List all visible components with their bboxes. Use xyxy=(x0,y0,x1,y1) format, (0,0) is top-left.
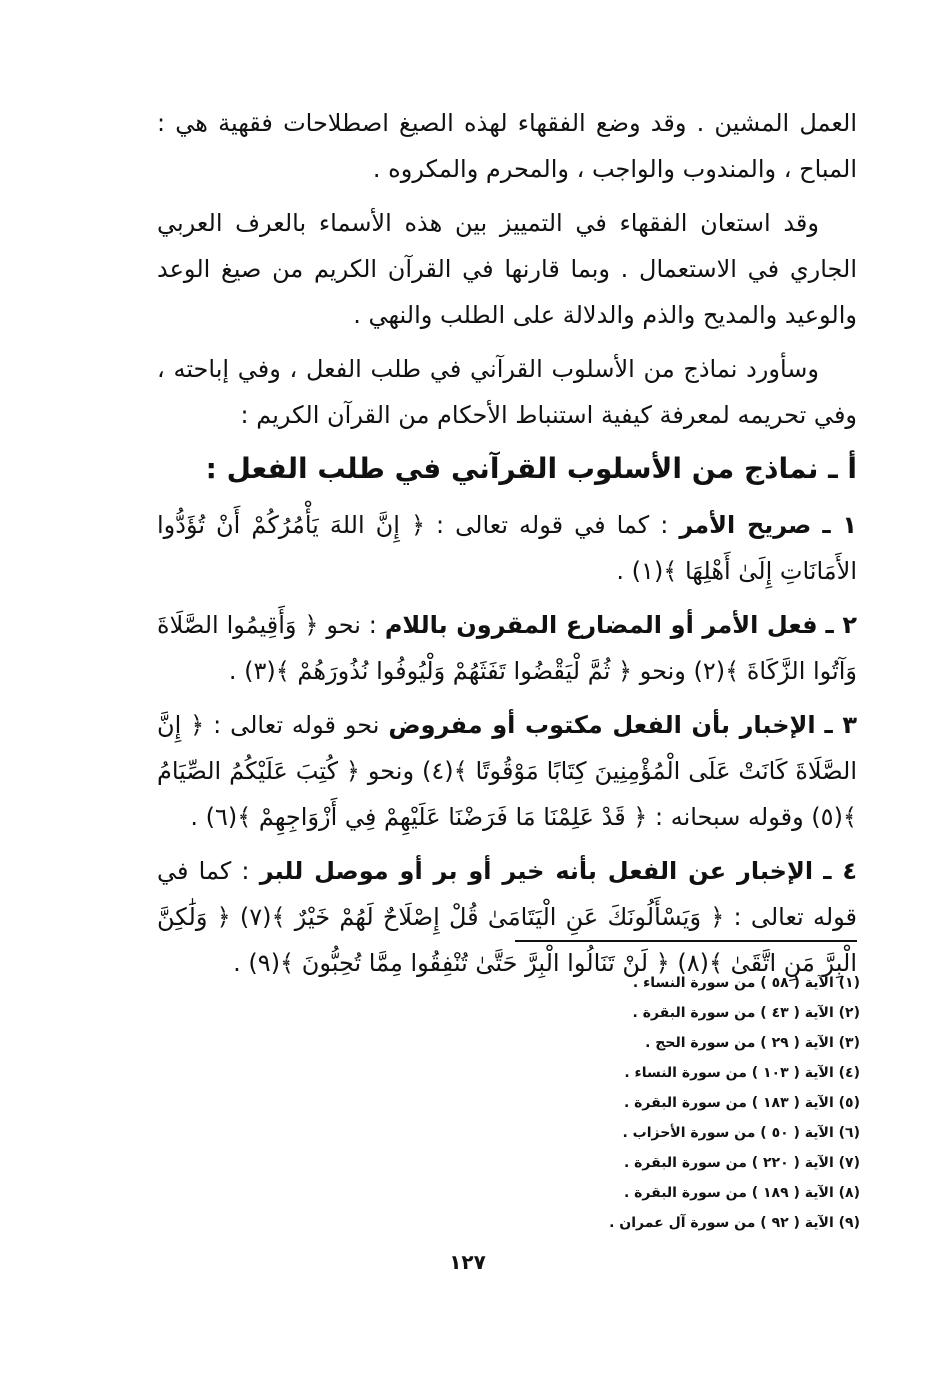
list-item xyxy=(157,848,857,986)
section-heading: أ ـ نماذج من الأسلوب القرآني في طلب الفعل : xyxy=(205,452,857,485)
footnote: (١) الآية ( ٥٨ ) من سورة النساء . xyxy=(632,975,860,991)
page-number: ١٢٧ xyxy=(449,1250,486,1274)
footnote: (٧) الآية ( ٢٢٠ ) من سورة البقرة . xyxy=(623,1155,860,1171)
item-number: ٤ ـ xyxy=(823,857,858,885)
main-text xyxy=(157,100,857,994)
item-text: : نحو ﴿ وَأَقِيمُوا الصَّلَاةَ وَآتُوا الزَّكَاةَ ﴾(٢) ونحو ﴿ ثُمَّ لْيَقْضُوا تَفَثَهُمْ وَلْيُوفُوا نُذُورَهُمْ ﴾(٣) . xyxy=(157,611,857,685)
paragraph-1: العمل المشين . وقد وضع الفقهاء لهذه الصيغ اصطلاحات فقهية هي : المباح ، والمندوب والواجب ، والمحرم والمكروه . xyxy=(157,109,857,183)
item-number: ١ ـ xyxy=(822,511,857,539)
list-item xyxy=(157,702,857,840)
footnote-divider xyxy=(515,940,857,942)
item-text: نحو قوله تعالى : ﴿ إِنَّ الصَّلَاةَ كَانَتْ عَلَى الْمُؤْمِنِينَ كِتَابًا مَوْقُوتًا ﴾(٤) ونحو ﴿ كُتِبَ عَلَيْكُمُ الصِّيَامُ ﴾(٥) وقوله سبحانه : ﴿ قَدْ عَلِمْنَا مَا فَرَضْنَا عَلَيْهِمْ فِي أَزْوَاجِهِمْ ﴾(٦) . xyxy=(157,711,858,831)
footnote: (٦) الآية ( ٥٠ ) من سورة الأحزاب . xyxy=(622,1125,860,1141)
list-item xyxy=(157,502,857,594)
list-item xyxy=(157,602,857,694)
footnote: (٥) الآية ( ١٨٣ ) من سورة البقرة . xyxy=(623,1095,860,1111)
footnote: (٨) الآية ( ١٨٩ ) من سورة البقرة . xyxy=(623,1185,860,1201)
item-heading: فعل الأمر أو المضارع المقرون باللام xyxy=(384,611,818,639)
footnote: (٣) الآية ( ٢٩ ) من سورة الحج . xyxy=(645,1035,860,1051)
item-text: : كما في قوله تعالى : ﴿ وَيَسْأَلُونَكَ عَنِ الْيَتَامَىٰ قُلْ إِصْلَاحٌ لَهُمْ خَيْرٌ ﴾(٧) ﴿ وَلَٰكِنَّ الْبِرَّ مَنِ اتَّقَىٰ ﴾(٨) ﴿ لَنْ تَنَالُوا الْبِرَّ حَتَّىٰ تُنْفِقُوا مِمَّا تُحِبُّونَ ﴾(٩) . xyxy=(157,857,857,977)
footnotes xyxy=(440,968,860,1238)
footnote: (٤) الآية ( ١٠٣ ) من سورة النساء . xyxy=(624,1065,860,1081)
item-text: : كما في قوله تعالى : ﴿ إِنَّ اللهَ يَأْمُرُكُمْ أَنْ تُؤَدُّوا الأَمَانَاتِ إِلَىٰ أَهْلِهَا ﴾(١) . xyxy=(157,511,857,585)
footnote: (٩) الآية ( ٩٢ ) من سورة آل عمران . xyxy=(609,1215,860,1231)
paragraph-2: وقد استعان الفقهاء في التمييز بين هذه الأسماء بالعرف العربي الجاري في الاستعمال . وبما قارنها في القرآن الكريم من صيغ الوعد والوعيد والمديح والذم والدلالة على الطلب والنهي . xyxy=(157,209,857,329)
item-heading: صريح الأمر xyxy=(679,511,812,539)
item-number: ٢ ـ xyxy=(825,611,857,639)
item-number: ٣ ـ xyxy=(824,711,858,739)
item-heading: الإخبار عن الفعل بأنه خير أو بر أو موصل للبر xyxy=(259,857,814,885)
footnote: (٢) الآية ( ٤٣ ) من سورة البقرة . xyxy=(632,1005,860,1021)
item-heading: الإخبار بأن الفعل مكتوب أو مفروض xyxy=(388,711,816,739)
paragraph-3: وسأورد نماذج من الأسلوب القرآني في طلب الفعل ، وفي إباحته ، وفي تحريمه لمعرفة كيفية استنباط الأحكام من القرآن الكريم : xyxy=(157,355,857,429)
